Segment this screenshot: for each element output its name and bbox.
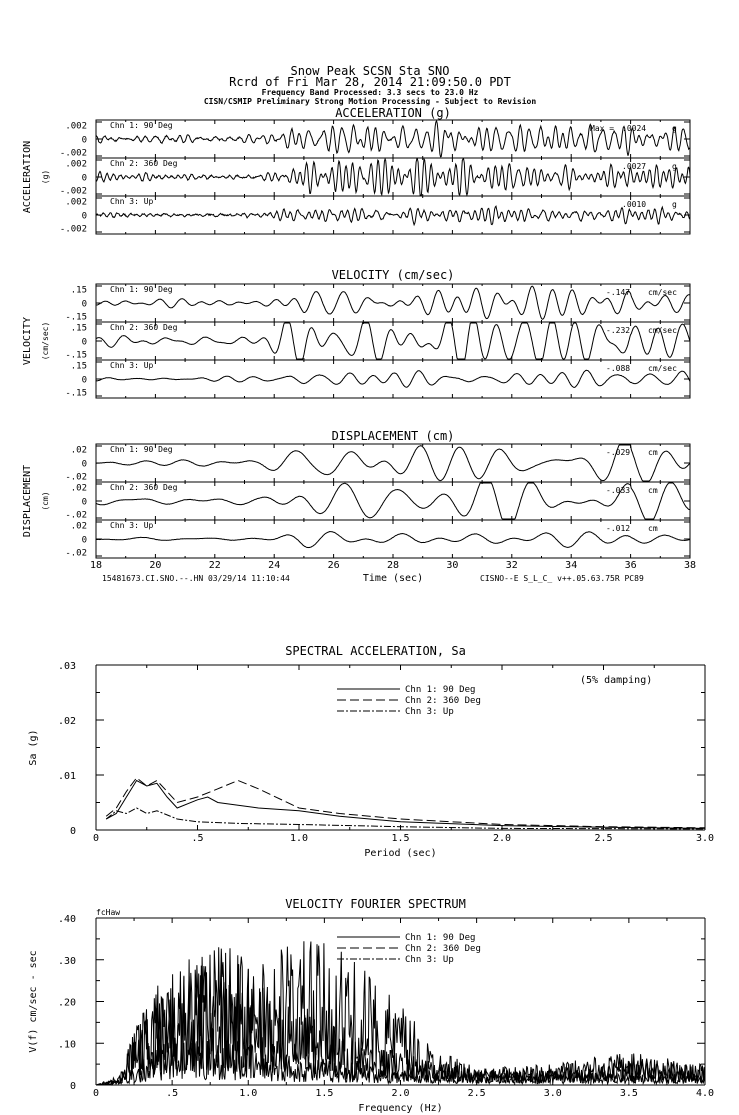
- x-tick-label: 22: [208, 560, 221, 571]
- y-tick-label: .30: [57, 955, 76, 967]
- peak-value: .0010: [622, 200, 647, 209]
- x-tick-label: 1.0: [239, 1088, 258, 1099]
- header-line4: CISN/CSMIP Preliminary Strong Motion Processing - Subject to Revision: [203, 97, 537, 106]
- y-tick-label: -.15: [65, 350, 87, 361]
- x-tick-label: 2.0: [492, 833, 512, 844]
- x-tick-label: 32: [505, 560, 518, 571]
- legend-label: Chn 3: Up: [405, 707, 454, 717]
- peak-unit: g: [672, 200, 677, 209]
- y-tick-label: -.15: [65, 388, 87, 399]
- y-tick-label: -.002: [59, 224, 87, 235]
- y-tick-label: 0: [81, 135, 87, 146]
- channel-label: Chn 1: 90 Deg: [110, 285, 173, 294]
- y-tick-label: 0: [69, 1081, 76, 1092]
- x-tick-label: 3.5: [619, 1088, 638, 1099]
- legend-label: Chn 1: 90 Deg: [405, 933, 476, 943]
- channel-label: Chn 3: Up: [110, 361, 154, 370]
- legend-label: Chn 3: Up: [405, 955, 454, 965]
- y-tick-label: .02: [57, 716, 76, 727]
- y-tick-label: 0: [81, 459, 87, 470]
- channel-label: Chn 1: 90 Deg: [110, 121, 173, 130]
- spectrum-title: VELOCITY FOURIER SPECTRUM: [285, 897, 466, 911]
- x-axis-label: Time (sec): [362, 573, 424, 584]
- spectrum-series-3: [106, 808, 705, 829]
- legend-label: Chn 2: 360 Deg: [405, 696, 481, 706]
- header-line3: Frequency Band Processed: 3.3 secs to 23.0 Hz: [261, 88, 479, 97]
- waveform-trace: [96, 532, 690, 548]
- legend-label: Chn 2: 360 Deg: [405, 944, 481, 954]
- y-tick-label: .002: [65, 159, 87, 170]
- x-tick-label: 2.5: [594, 833, 613, 844]
- waveform-trace: [96, 206, 690, 225]
- y-tick-label: .10: [57, 1039, 76, 1051]
- waveform-trace: [96, 445, 690, 481]
- y-tick-label: 0: [81, 497, 87, 508]
- x-tick-label: .5: [166, 1088, 179, 1099]
- y-tick-label: .15: [70, 361, 87, 372]
- y-axis-label: ACCELERATION: [22, 140, 33, 214]
- peak-unit: cm/sec: [648, 326, 677, 335]
- peak-value: -.012: [606, 524, 631, 533]
- y-axis-unit: (cm/sec): [41, 321, 50, 361]
- y-axis-label: DISPLACEMENT: [22, 464, 33, 538]
- channel-label: Chn 2: 360 Deg: [110, 483, 178, 492]
- trace-panel-frame: [96, 444, 690, 482]
- y-tick-label: -.002: [59, 148, 87, 159]
- x-tick-label: 18: [89, 560, 103, 571]
- peak-value: -.029: [606, 448, 631, 457]
- x-tick-label: 4.0: [695, 1088, 715, 1099]
- y-tick-label: .03: [57, 661, 76, 672]
- peak-value: -.147: [606, 288, 631, 297]
- peak-value: .0024: [622, 124, 647, 133]
- x-tick-label: 26: [327, 560, 340, 571]
- legend-label: Chn 1: 90 Deg: [405, 685, 476, 695]
- x-tick-label: 1.0: [289, 833, 309, 844]
- x-tick-label: 0: [92, 1088, 100, 1099]
- x-tick-label: 1.5: [315, 1088, 334, 1099]
- trace-panel-frame: [96, 158, 690, 196]
- y-tick-label: .20: [57, 997, 76, 1009]
- trace-panel-frame: [96, 482, 690, 520]
- y-axis-unit: (g): [41, 169, 50, 185]
- y-tick-label: .15: [70, 323, 87, 334]
- y-tick-label: .002: [65, 121, 87, 132]
- y-axis-unit: (cm): [41, 491, 50, 511]
- waveform-trace: [96, 483, 690, 519]
- x-tick-label: 0: [92, 833, 100, 844]
- y-tick-label: 0: [81, 173, 87, 184]
- x-axis-label: Period (sec): [364, 848, 437, 859]
- y-tick-label: .40: [57, 914, 76, 925]
- waveform-trace: [96, 286, 690, 319]
- x-tick-label: 34: [565, 560, 578, 571]
- waveform-trace: [96, 159, 690, 195]
- peak-value: -.232: [606, 326, 631, 335]
- max-label: Max =: [590, 124, 615, 133]
- peak-unit: cm: [648, 524, 658, 533]
- peak-unit: cm/sec: [648, 364, 677, 373]
- y-tick-label: 0: [81, 337, 87, 348]
- header-line1: Snow Peak SCSN Sta SNO: [290, 64, 450, 78]
- y-tick-label: 0: [81, 211, 87, 222]
- y-tick-label: .02: [70, 521, 87, 532]
- y-tick-label: -.15: [65, 312, 87, 323]
- panel-title: DISPLACEMENT (cm): [331, 429, 455, 443]
- peak-unit: g: [672, 124, 677, 133]
- peak-unit: cm: [648, 486, 658, 495]
- y-tick-label: 0: [81, 299, 87, 310]
- channel-label: Chn 2: 360 Deg: [110, 323, 178, 332]
- y-tick-label: -.02: [65, 548, 87, 559]
- x-axis-label: Frequency (Hz): [358, 1103, 443, 1114]
- panel-title: ACCELERATION (g): [335, 106, 451, 120]
- y-tick-label: -.02: [65, 510, 87, 521]
- channel-label: Chn 1: 90 Deg: [110, 445, 173, 454]
- channel-label: Chn 3: Up: [110, 521, 154, 530]
- peak-value: -.088: [606, 364, 631, 373]
- channel-label: Chn 2: 360 Deg: [110, 159, 178, 168]
- waveform-trace: [96, 370, 690, 387]
- y-tick-label: .15: [70, 285, 87, 296]
- x-tick-label: 30: [446, 560, 459, 571]
- footer-right: CISNO--E S_L_C_ v++.05.63.75R PC89: [480, 574, 644, 583]
- y-tick-label: 0: [69, 826, 76, 837]
- y-tick-label: 0: [81, 535, 87, 546]
- peak-unit: g: [672, 162, 677, 171]
- x-tick-label: 36: [624, 560, 637, 571]
- x-tick-label: 3.0: [543, 1088, 562, 1099]
- y-tick-label: .02: [70, 483, 87, 494]
- y-tick-label: -.002: [59, 186, 87, 197]
- footer-left: 15481673.CI.SNO.--.HN 03/29/14 11:10:44: [102, 574, 290, 583]
- y-axis-label: VELOCITY: [22, 316, 33, 366]
- y-axis-label: Sa (g): [28, 729, 39, 766]
- y-tick-label: .01: [57, 771, 76, 782]
- y-tick-label: .002: [65, 197, 87, 208]
- x-tick-label: 38: [683, 560, 697, 571]
- x-tick-label: 24: [268, 560, 281, 571]
- y-axis-label: V(f) cm/sec - sec: [28, 950, 39, 1053]
- waveform-trace: [96, 323, 690, 359]
- corner-label: fcHaw: [96, 908, 121, 917]
- peak-value: .0027: [622, 162, 647, 171]
- y-tick-label: 0: [81, 375, 87, 386]
- peak-value: -.033: [606, 486, 631, 495]
- damping-annotation: (5% damping): [580, 675, 653, 686]
- x-tick-label: 3.0: [695, 833, 715, 844]
- spectrum-title: SPECTRAL ACCELERATION, Sa: [285, 644, 466, 658]
- header-line2: Rcrd of Fri Mar 28, 2014 21:09:50.0 PDT: [229, 75, 511, 89]
- panel-title: VELOCITY (cm/sec): [331, 268, 455, 282]
- x-tick-label: 1.5: [391, 833, 410, 844]
- x-tick-label: 2.0: [391, 1088, 410, 1099]
- trace-panel-frame: [96, 322, 690, 360]
- y-tick-label: -.02: [65, 472, 87, 483]
- channel-label: Chn 3: Up: [110, 197, 154, 206]
- x-tick-label: 20: [149, 560, 162, 571]
- x-tick-label: .5: [191, 833, 204, 844]
- y-tick-label: .02: [70, 445, 87, 456]
- x-tick-label: 2.5: [467, 1088, 486, 1099]
- peak-unit: cm: [648, 448, 658, 457]
- spectrum-series-2: [106, 778, 705, 828]
- peak-unit: cm/sec: [648, 288, 677, 297]
- x-tick-label: 28: [386, 560, 400, 571]
